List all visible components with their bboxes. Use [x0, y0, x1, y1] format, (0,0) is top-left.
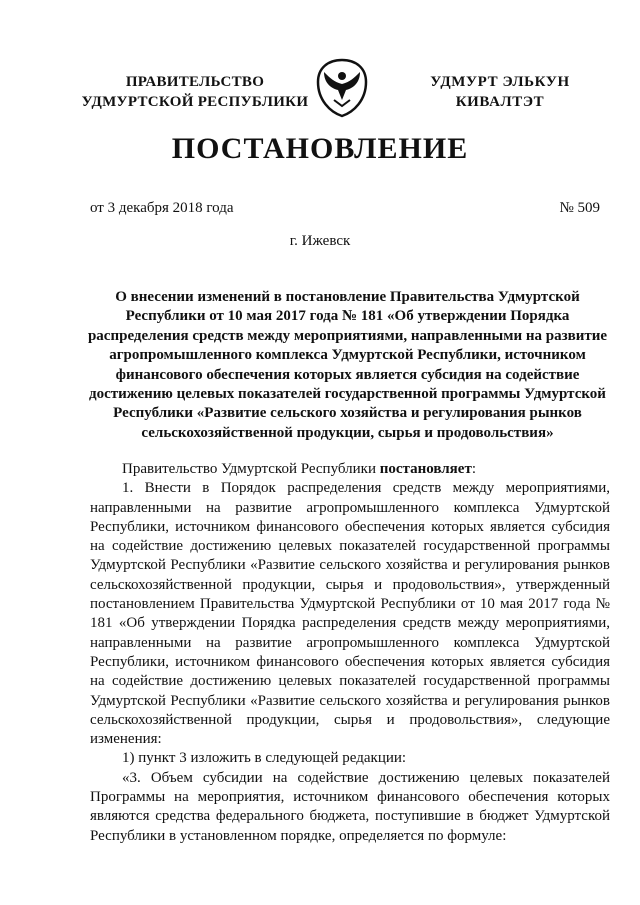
government-name-russian	[70, 72, 320, 112]
document-city: г. Ижевск	[289, 233, 351, 249]
header-left-line2: УДМУРТСКОЙ РЕСПУБЛИКИ	[81, 94, 309, 110]
intro-bold: постановляет	[379, 461, 472, 477]
udmurt-emblem-icon	[310, 56, 374, 120]
document-number: № 509	[559, 200, 600, 216]
government-name-udmurt	[410, 72, 590, 112]
header-right-line1: УДМУРТ ЭЛЬКУН	[430, 74, 570, 90]
paragraph-2: 1) пункт 3 изложить в следующей редакции:	[122, 750, 407, 767]
paragraph-1: 1. Внести в Порядок распределения средств между мероприятиями, направленными на развитие агропромышленного комплекса Удмуртской Республики, источником финансового обеспечения которых является субсидия на содействие достижению целевых показателей государственной программы Удмуртской Республики «Развитие сельского хозяйства и регулирования рынков сельскохозяйственной продукции, сырья и продовольствия», утвержденный постановлением Правительства Удмуртской Республики от 10 мая 2017 года № 181 «Об утверждении Порядка распределения средств между мероприятиями, направленными на развитие агропромышленного комплекса Удмуртской Республики, источником финансового обеспечения которых является субсидия на содействие достижению целевых показателей государственной программы Удмуртской Республики «Развитие сельского хозяйства и регулирования рынков сельскохозяйственной продукции, сырья и продовольствия», следующие изменения:	[90, 480, 610, 748]
header-left-line1: ПРАВИТЕЛЬСТВО	[125, 74, 265, 90]
document-date: от 3 декабря 2018 года	[90, 200, 234, 216]
intro-prefix: Правительство Удмуртской Республики	[122, 461, 380, 477]
intro-suffix: :	[471, 461, 476, 477]
document-subject: О внесении изменений в постановление Правительства Удмуртской Республики от 10 мая 2017 года № 181 «Об утверждении Порядка распределения средств между мероприятиями, направленными на развитие агропромышленного комплекса Удмуртской Республики, источником финансового обеспечения которых является субсидия на содействие достижению целевых показателей государственной программы Удмуртской Республики «Развитие сельского хозяйства и регулирования рынков сельскохозяйственной продукции, сырья и продовольствия»	[87, 289, 608, 441]
document-title: ПОСТАНОВЛЕНИЕ	[171, 132, 469, 165]
document-body	[90, 460, 610, 846]
intro-paragraph	[90, 460, 610, 479]
header-right-line2: КИВАЛТЭТ	[455, 94, 545, 110]
paragraph-3: «3. Объем субсидии на содействие достижению целевых показателей Программы на мероприятия, источником финансового обеспечения которых являются средства федерального бюджета, поступившие в бюджет Удмуртской Республики в установленном порядке, определяется по формуле:	[90, 769, 610, 844]
